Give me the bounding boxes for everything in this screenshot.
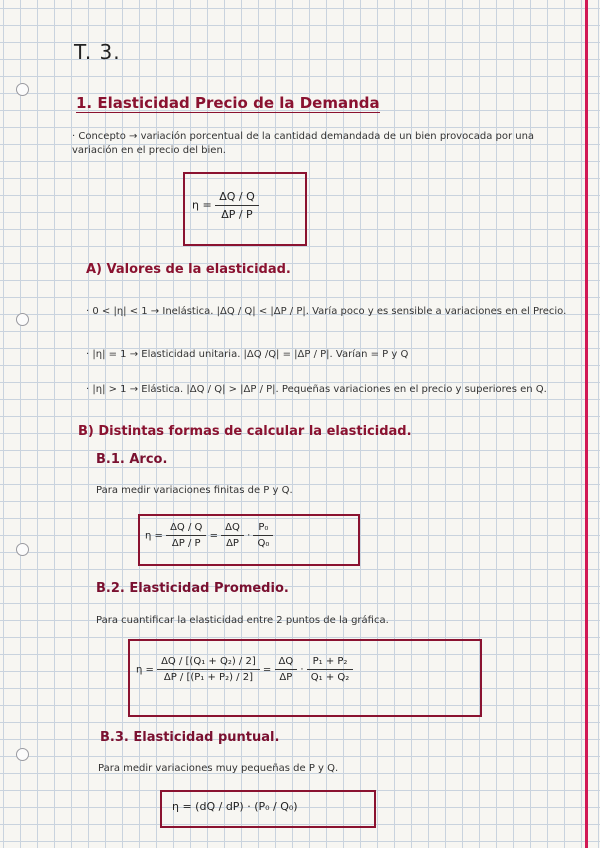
elasticity-elastic: · |η| > 1 → Elástica. |ΔQ / Q| > |ΔP / P|. Pequeñas variaciones en el precio y superiores en Q. (86, 384, 547, 395)
binder-hole (16, 83, 29, 96)
arc-formula: η = $\frac{\Delta Q / Q}{\Delta P / P}$ = $\frac{\Delta Q}{\Delta P}$ · $\frac{\text{P₀}}{\text{Q₀}}$ (145, 522, 273, 549)
b3-text: Para medir variaciones muy pequeñas de P y Q. (98, 763, 339, 774)
elasticity-unitary: · |η| = 1 → Elasticidad unitaria. |ΔQ /Q| = |ΔP / P|. Varían = P y Q (86, 349, 409, 360)
main-formula: η = $\frac{\Delta Q / Q}{\Delta P / P}$ (192, 190, 259, 221)
margin-line (585, 0, 588, 848)
section-a-heading: A) Valores de la elasticidad. (86, 262, 291, 277)
section-1-heading: 1. Elasticidad Precio de la Demanda (76, 94, 380, 112)
b1-heading: B.1. Arco. (96, 452, 168, 467)
elasticity-inelastic: · 0 < |η| < 1 → Inelástica. |ΔQ / Q| < |ΔP / P|. Varía poco y es sensible a variaciones en el Precio. (86, 306, 567, 317)
concept-text: · Concepto → variación porcentual de la cantidad demandada de un bien provocada por una variación en el precio del bien. (72, 131, 535, 156)
page-title: T. 3. (74, 40, 121, 64)
point-formula: η = (dQ / dP) · (P₀ / Q₀) (172, 800, 298, 813)
b3-heading: B.3. Elasticidad puntual. (100, 730, 280, 745)
binder-hole (16, 748, 29, 761)
b2-text: Para cuantificar la elasticidad entre 2 puntos de la gráfica. (96, 615, 389, 626)
binder-hole (16, 313, 29, 326)
b2-heading: B.2. Elasticidad Promedio. (96, 581, 289, 596)
binder-hole (16, 543, 29, 556)
average-formula: η = $\frac{\text{ΔQ / [(Q₁ + Q₂) / 2]}}{\text{ΔP / [(P₁ + P₂) / 2]}}$ = $\frac{\Delta Q}{\Delta P}$ · $\frac{\text{P₁ + P₂}}{\text{Q₁ + Q₂}}$ (136, 656, 353, 683)
b1-text: Para medir variaciones finitas de P y Q. (96, 485, 293, 496)
section-b-heading: B) Distintas formas de calcular la elasticidad. (78, 424, 412, 439)
